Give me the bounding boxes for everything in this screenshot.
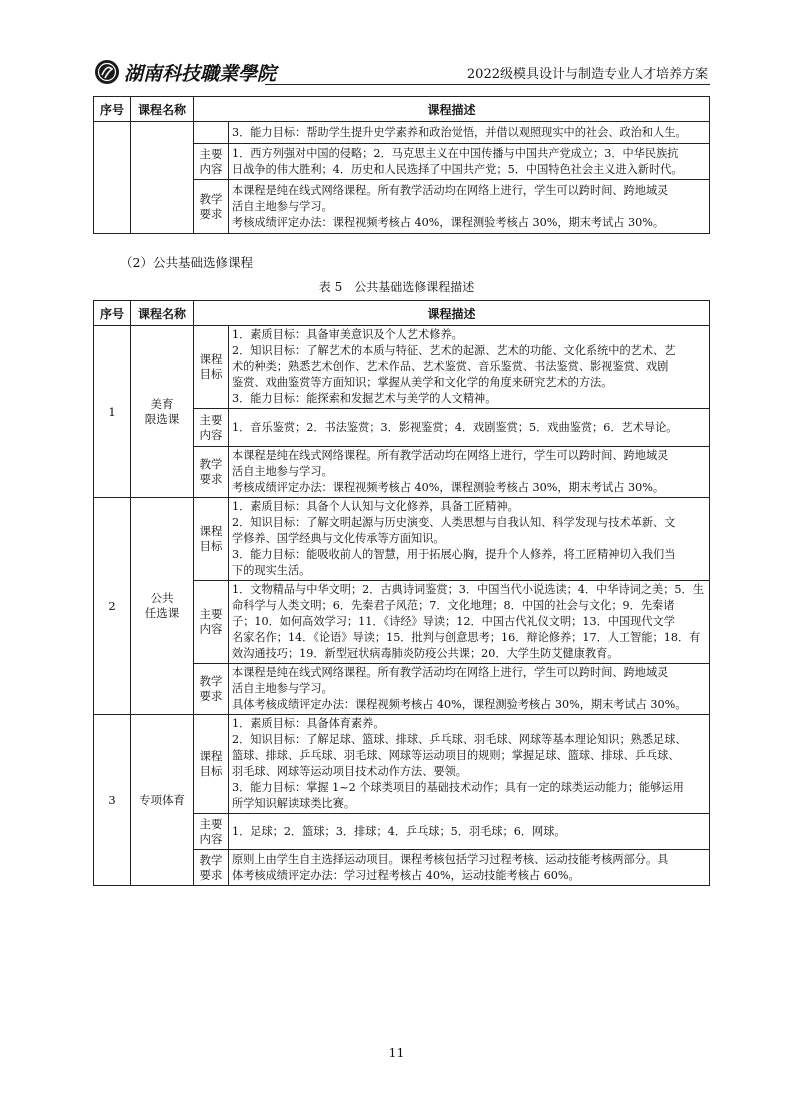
header-no: 序号: [94, 301, 131, 326]
objective-label-cell: [194, 122, 229, 144]
table-5: [93, 300, 710, 886]
content-label: 主要 内容: [194, 814, 229, 850]
header-course-description: 课程描述: [194, 97, 710, 122]
header-no: 序号: [94, 97, 131, 122]
course-name: 美育 限选课: [131, 326, 194, 498]
section-heading: （2）公共基础选修课程: [120, 255, 253, 270]
requirement-text: 本课程是纯在线式网络课程。所有教学活动均在网络上进行，学生可以跨时间、跨地域灵 活自主地参与学习。 具体考核成绩评定办法：课程视频考核占 40%，课程测验考核占 30%，期末考试占 30%。: [229, 664, 710, 715]
requirement-text: 本课程是纯在线式网络课程。所有教学活动均在网络上进行，学生可以跨时间、跨地域灵 活自主地参与学习。 考核成绩评定办法：课程视频考核占 40%，课程测验考核占 30%，期末考试占 30%。: [229, 447, 710, 498]
content-text: 1．西方列强对中国的侵略；2．马克思主义在中国传播与中国共产党成立；3．中华民族抗 日战争的伟大胜利；4．历史和人民选择了中国共产党；5．中国特色社会主义进入新时代。: [229, 144, 710, 180]
svg-text:湖南科技職業學院: 湖南科技職業學院: [124, 63, 277, 85]
requirement-text: 本课程是纯在线式网络课程。所有教学活动均在网络上进行，学生可以跨时间、跨地域灵 活自主地参与学习。 考核成绩评定办法：课程视频考核占 40%，课程测验考核占 30%，期末考试占 30%。: [229, 180, 710, 234]
header-course-description: 课程描述: [194, 301, 710, 326]
course-no: 2: [94, 498, 131, 715]
school-logo: [93, 57, 277, 87]
table-header-row: [94, 301, 710, 326]
table-row: [94, 715, 710, 814]
table-row: [94, 122, 710, 144]
content-label: 主要 内容: [194, 409, 229, 447]
content-label: 主要 内容: [194, 144, 229, 180]
no-cell: [94, 122, 131, 234]
requirement-label: 教学 要求: [194, 850, 229, 886]
objective-label: 课程 目标: [194, 715, 229, 814]
content-text: 1．足球；2．篮球；3．排球；4．乒乓球；5．羽毛球；6．网球。: [229, 814, 710, 850]
objective-text: 1．素质目标：具备体育素养。 2．知识目标：了解足球、篮球、排球、乒乓球、羽毛球、网球等基本理论知识；熟悉足球、 篮球、排球、乒乓球、羽毛球、网球等运动项目的规则；掌握足球、篮球、排球、乒乓球、 羽毛球、网球等运动项目技术动作方法、要领。 3．能力目标：掌握 1~2 个球类项目的基础技术动作；具有一定的球类运动能力；能够运用 所学知识解读球类比赛。: [229, 715, 710, 814]
content-label: 主要 内容: [194, 581, 229, 664]
requirement-text: 原则上由学生自主选择运动项目。课程考核包括学习过程考核、运动技能考核两部分。具 体考核成绩评定办法：学习过程考核占 40%，运动技能考核占 60%。: [229, 850, 710, 886]
table-4-continued: [93, 96, 710, 234]
table-row: [94, 498, 710, 581]
objective-text: 1．素质目标：具备审美意识及个人艺术修养。 2．知识目标：了解艺术的本质与特征、艺术的起源、艺术的功能、文化系统中的艺术、艺 术的种类；熟悉艺术创作、艺术作品、艺术鉴赏、音乐鉴赏、书法鉴赏、影视鉴赏、戏剧 鉴赏、戏曲鉴赏等方面知识；掌握从美学和文化学的角度来研究艺术的方法。 3．能力目标：能探索和发掘艺术与美学的人文精神。: [229, 326, 710, 409]
course-no: 1: [94, 326, 131, 498]
name-cell: [131, 122, 194, 234]
requirement-label: 教学 要求: [194, 664, 229, 715]
course-no: 3: [94, 715, 131, 886]
header-course-name: 课程名称: [131, 97, 194, 122]
course-name: 专项体育: [131, 715, 194, 886]
page-number: 11: [388, 1045, 405, 1060]
document-title: 2022级模具设计与制造专业人才培养方案: [466, 67, 708, 82]
table-row: [94, 326, 710, 409]
objective-label: 课程 目标: [194, 326, 229, 409]
requirement-label: 教学 要求: [194, 447, 229, 498]
page-header: [93, 55, 710, 89]
header-course-name: 课程名称: [131, 301, 194, 326]
requirement-label: 教学 要求: [194, 180, 229, 234]
header-rule: [265, 84, 710, 85]
objective-text: 3．能力目标：帮助学生提升史学素养和政治觉悟，并借以观照现实中的社会、政治和人生。: [229, 122, 710, 144]
course-name: 公共 任选课: [131, 498, 194, 715]
table-caption: 表 5 公共基础选修课程描述: [318, 280, 475, 294]
content-text: 1．文物精品与中华文明；2．古典诗词鉴赏；3．中国当代小说选读；4．中华诗词之美；5．生 命科学与人类文明；6．先秦君子风范；7．文化地理；8．中国的社会与文化；9．先秦诸 子；10．如何高效学习；11．《诗经》导读；12．中国古代礼仪文明；13．中国现代文学 名家名作；14．《论语》导读；15．批判与创意思考；16．辩论修养；17．人工智能；18．有 效沟通技巧；19．新型冠状病毒肺炎防疫公共课；20．大学生防艾健康教育。: [229, 581, 710, 664]
objective-label: 课程 目标: [194, 498, 229, 581]
objective-text: 1．素质目标：具备个人认知与文化修养，具备工匠精神。 2．知识目标：了解文明起源与历史演变、人类思想与自我认知、科学发现与技术革新、文 学修养、国学经典与文化传承等方面知识。 3．能力目标：能吸收前人的智慧，用于拓展心胸，提升个人修养，将工匠精神切入我们当 下的现实生活。: [229, 498, 710, 581]
content-text: 1．音乐鉴赏；2．书法鉴赏；3．影视鉴赏；4．戏剧鉴赏；5．戏曲鉴赏；6．艺术导论。: [229, 409, 710, 447]
table-header-row: [94, 97, 710, 122]
